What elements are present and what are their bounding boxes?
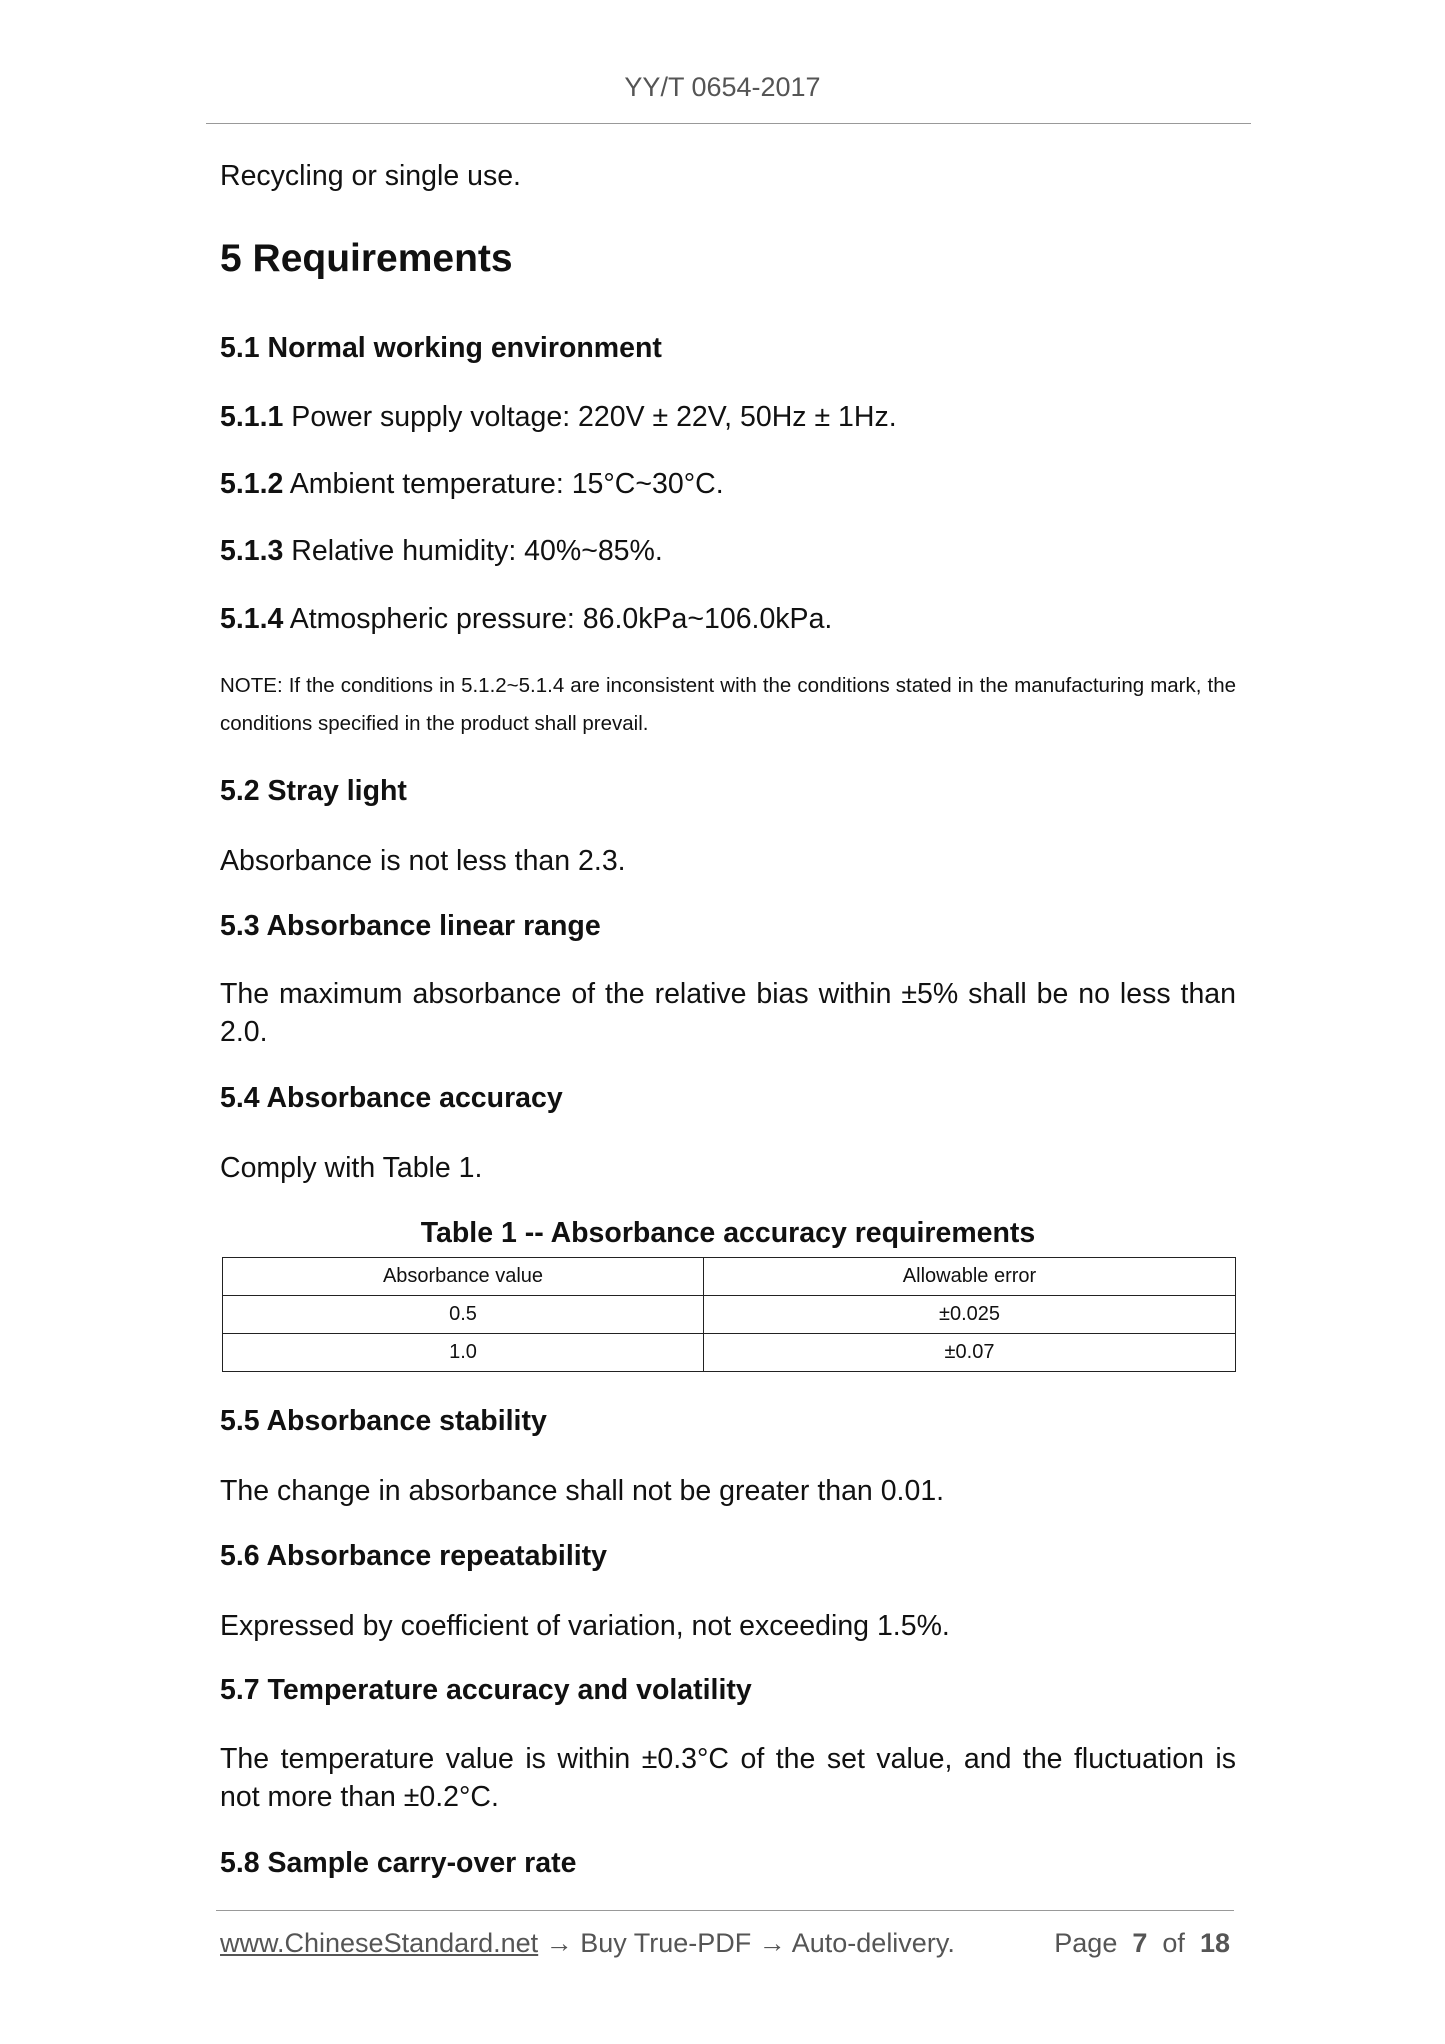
- section-5-2-heading: 5.2 Stray light: [220, 775, 407, 807]
- page-label: Page: [1054, 1928, 1118, 1958]
- item-text: Power supply voltage: 220V ± 22V, 50Hz ± 1Hz.: [283, 401, 897, 433]
- footer-tagline: → Buy True-PDF → Auto-delivery.: [538, 1928, 955, 1958]
- section-5-8-heading: 5.8 Sample carry-over rate: [220, 1847, 577, 1879]
- footer-promo: [220, 1928, 955, 1959]
- table-row: [223, 1296, 1236, 1334]
- document-code-header: YY/T 0654-2017: [624, 72, 821, 102]
- footer-divider: [216, 1910, 1234, 1911]
- section-5-5-text: The change in absorbance shall not be greater than 0.01.: [220, 1475, 945, 1507]
- absorbance-accuracy-table: [222, 1257, 1236, 1372]
- table-row: [223, 1334, 1236, 1372]
- section-5-3-heading: 5.3 Absorbance linear range: [220, 910, 601, 942]
- item-5-1-1: [220, 398, 897, 436]
- section-5-2-text: Absorbance is not less than 2.3.: [220, 845, 626, 877]
- section-5-7-text: The temperature value is within ±0.3°C of the set value, and the fluctuation is not more than ±0.2°C.: [220, 1743, 1236, 1813]
- item-text: Ambient temperature: 15°C~30°C.: [283, 468, 724, 500]
- page-of-label: of: [1162, 1928, 1185, 1958]
- item-text: Relative humidity: 40%~85%.: [283, 535, 663, 567]
- header-divider: [206, 123, 1251, 124]
- page-indicator: [1054, 1928, 1230, 1959]
- website-link[interactable]: www.ChineseStandard.net: [220, 1928, 539, 1958]
- section-5-5-heading: 5.5 Absorbance stability: [220, 1405, 547, 1437]
- section-5-3-text: The maximum absorbance of the relative bias within ±5% shall be no less than 2.0.: [220, 978, 1236, 1048]
- page-current: 7: [1132, 1928, 1148, 1958]
- section-5-7-heading: 5.7 Temperature accuracy and volatility: [220, 1674, 752, 1706]
- table-cell: ±0.07: [704, 1334, 1236, 1372]
- item-5-1-3: [220, 532, 663, 570]
- table-header-cell: Absorbance value: [223, 1258, 704, 1296]
- item-number: 5.1.4: [220, 603, 284, 635]
- table-header-cell: Allowable error: [704, 1258, 1236, 1296]
- item-number: 5.1.2: [220, 468, 284, 500]
- table-cell: 1.0: [223, 1334, 704, 1372]
- page-total: 18: [1199, 1928, 1230, 1958]
- table-cell: 0.5: [223, 1296, 704, 1334]
- section-5-heading: 5 Requirements: [220, 237, 513, 280]
- section-5-1-heading: 5.1 Normal working environment: [220, 332, 662, 364]
- section-5-4-heading: 5.4 Absorbance accuracy: [220, 1082, 563, 1114]
- item-number: 5.1.3: [220, 535, 284, 567]
- section-5-4-text: Comply with Table 1.: [220, 1152, 483, 1184]
- item-number: 5.1.1: [220, 401, 284, 433]
- intro-text: Recycling or single use.: [220, 160, 521, 192]
- table-header-row: [223, 1258, 1236, 1296]
- note-text: NOTE: If the conditions in 5.1.2~5.1.4 are inconsistent with the conditions stated in the manufacturing mark, the conditions specified in the product shall prevail.: [220, 674, 1236, 735]
- section-5-6-heading: 5.6 Absorbance repeatability: [220, 1540, 608, 1572]
- item-5-1-2: [220, 465, 724, 503]
- item-5-1-4: [220, 600, 832, 638]
- item-text: Atmospheric pressure: 86.0kPa~106.0kPa.: [283, 603, 833, 635]
- table-1-caption: Table 1 -- Absorbance accuracy requirements: [420, 1217, 1036, 1249]
- table-cell: ±0.025: [704, 1296, 1236, 1334]
- section-5-6-text: Expressed by coefficient of variation, not exceeding 1.5%.: [220, 1610, 950, 1642]
